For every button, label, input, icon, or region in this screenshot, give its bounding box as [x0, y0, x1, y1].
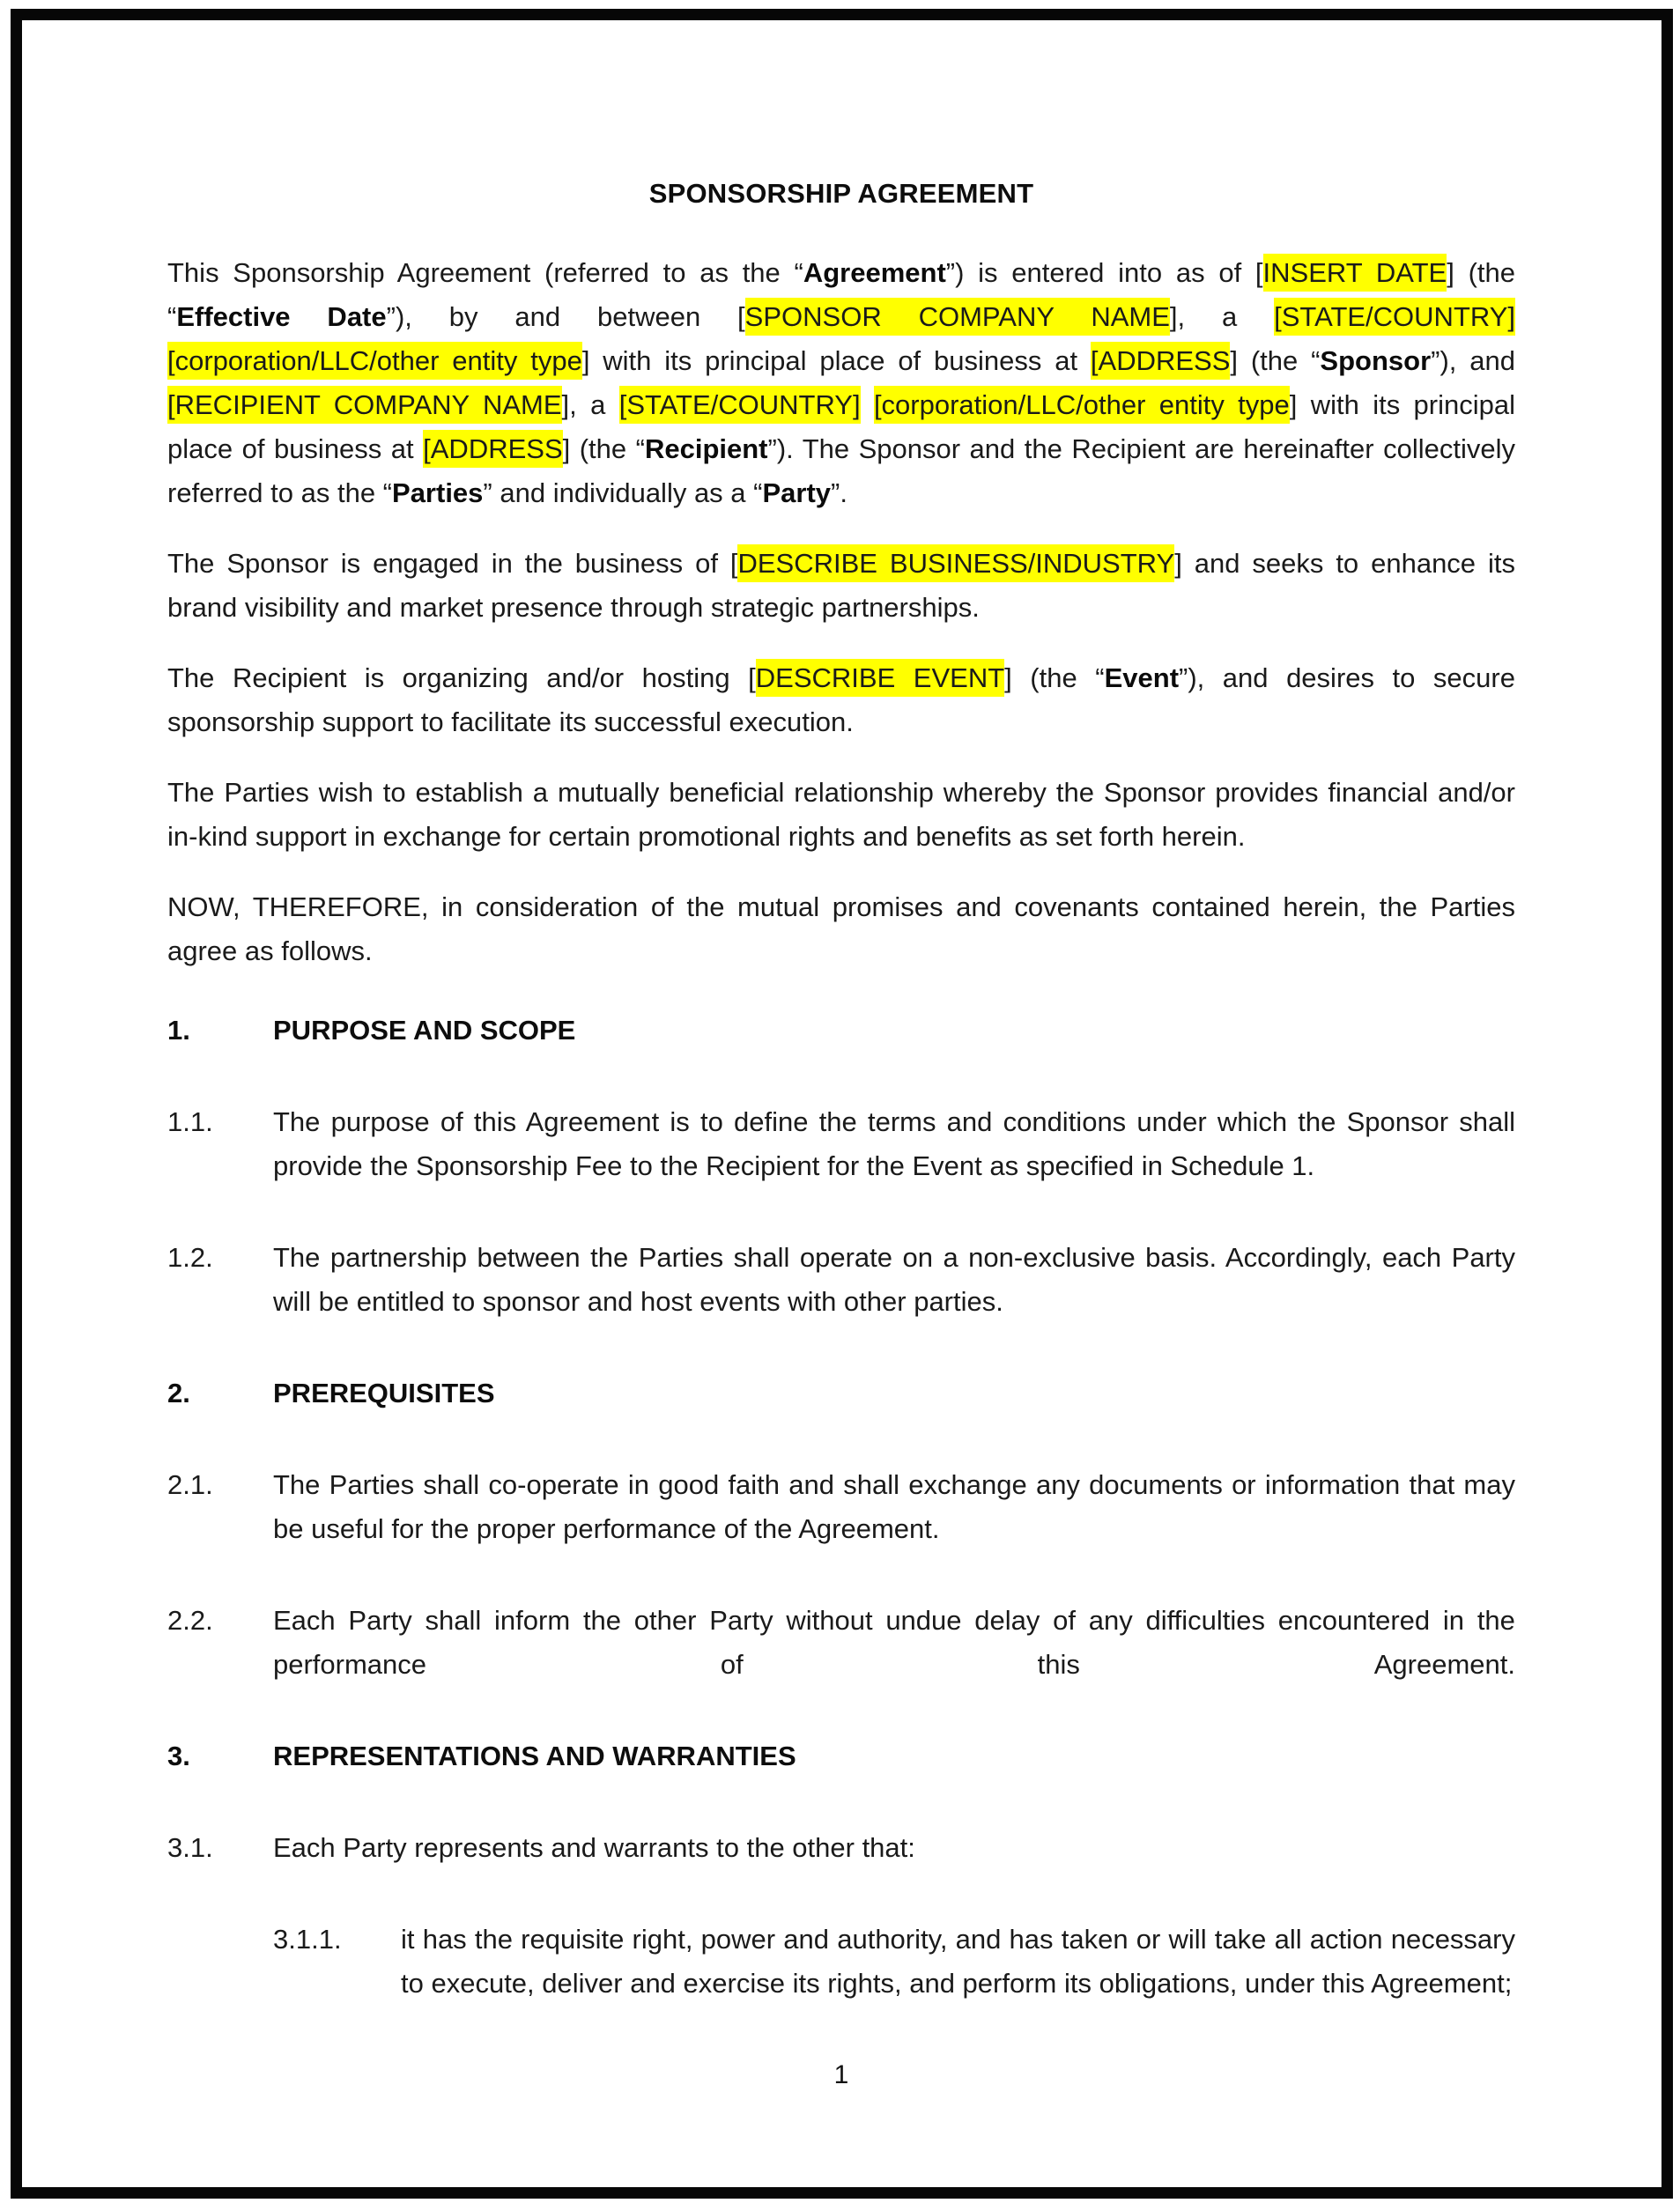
- page-content: [167, 0, 1515, 2097]
- justified-line: performance of this Agreement.: [273, 1649, 1515, 1680]
- section-number: 1.: [167, 1015, 190, 1046]
- clause-3-1-1: [167, 1918, 1515, 2006]
- section-title: REPRESENTATIONS AND WARRANTIES: [273, 1741, 796, 1771]
- clause-3-1: [167, 1826, 1515, 1870]
- clause-text: The Parties shall co-operate in good faith and shall exchange any documents or information that may be useful for the proper performance of the Agreement.: [273, 1469, 1515, 1544]
- clause-number: 1.2.: [167, 1242, 213, 1273]
- section-heading-representations-and-warranties: [167, 1734, 1515, 1778]
- clause-text: The purpose of this Agreement is to define the terms and conditions under which the Sponsor shall provide the Sponsorship Fee to the Recipient for the Event as specified in Schedule 1.: [273, 1106, 1515, 1181]
- section-number: 2.: [167, 1378, 190, 1408]
- clause-2-1: [167, 1463, 1515, 1551]
- section-heading-purpose-and-scope: [167, 1009, 1515, 1053]
- clause-text: The partnership between the Parties shall operate on a non-exclusive basis. Accordingly, each Party will be entitled to sponsor and host events with other parties.: [273, 1242, 1515, 1317]
- intro-paragraph-1: This Sponsorship Agreement (referred to as the “Agreement”) is entered into as of [INSERT DATE] (the “Effective Date”), by and between [SPONSOR COMPANY NAME], a [STATE/COUNTRY] [corporation/LLC/other entity type] with its principal place of business at [ADDRESS] (the “Sponsor”), and [RECIPIENT COMPANY NAME], a [STATE/COUNTRY] [corporation/LLC/other entity type] with its principal place of business at [ADDRESS] (the “Recipient”). The Sponsor and the Recipient are hereinafter collectively referred to as the “Parties” and individually as a “Party”.: [167, 251, 1515, 515]
- clause-text: [273, 1599, 1515, 1687]
- clause-number: 1.1.: [167, 1106, 213, 1137]
- intro-paragraph-3: The Recipient is organizing and/or hosting [DESCRIBE EVENT] (the “Event”), and desires to secure sponsorship support to facilitate its successful execution.: [167, 656, 1515, 744]
- section-title: PREREQUISITES: [273, 1378, 495, 1408]
- clause-number: 2.1.: [167, 1469, 213, 1500]
- clause-number: 3.1.: [167, 1832, 213, 1863]
- justified-line: Each Party shall inform the other Party without undue delay of any difficulties encountered in the: [273, 1605, 1515, 1636]
- clause-number: 3.1.1.: [273, 1924, 342, 1955]
- section-number: 3.: [167, 1741, 190, 1771]
- document-title: SPONSORSHIP AGREEMENT: [648, 178, 1034, 209]
- clause-text: Each Party represents and warrants to the other that:: [273, 1832, 915, 1863]
- section-heading-prerequisites: [167, 1371, 1515, 1416]
- section-title: PURPOSE AND SCOPE: [273, 1015, 576, 1046]
- clause-2-2: [167, 1599, 1515, 1687]
- intro-paragraph-5: NOW, THEREFORE, in consideration of the mutual promises and covenants contained herein, the Parties agree as follows.: [167, 891, 1515, 966]
- clause-1-2: [167, 1236, 1515, 1324]
- intro-paragraph-2: The Sponsor is engaged in the business of [DESCRIBE BUSINESS/INDUSTRY] and seeks to enhance its brand visibility and market presence through strategic partnerships.: [167, 542, 1515, 630]
- intro-paragraph-4: The Parties wish to establish a mutually beneficial relationship whereby the Sponsor provides financial and/or in-kind support in exchange for certain promotional rights and benefits as set forth herein.: [167, 777, 1515, 852]
- clause-number: 2.2.: [167, 1605, 213, 1636]
- page-number: 1: [833, 2060, 849, 2089]
- clause-text: it has the requisite right, power and authority, and has taken or will take all action necessary to execute, deliver and exercise its rights, and perform its obligations, under this Agreement;: [401, 1924, 1515, 1999]
- clause-1-1: [167, 1100, 1515, 1188]
